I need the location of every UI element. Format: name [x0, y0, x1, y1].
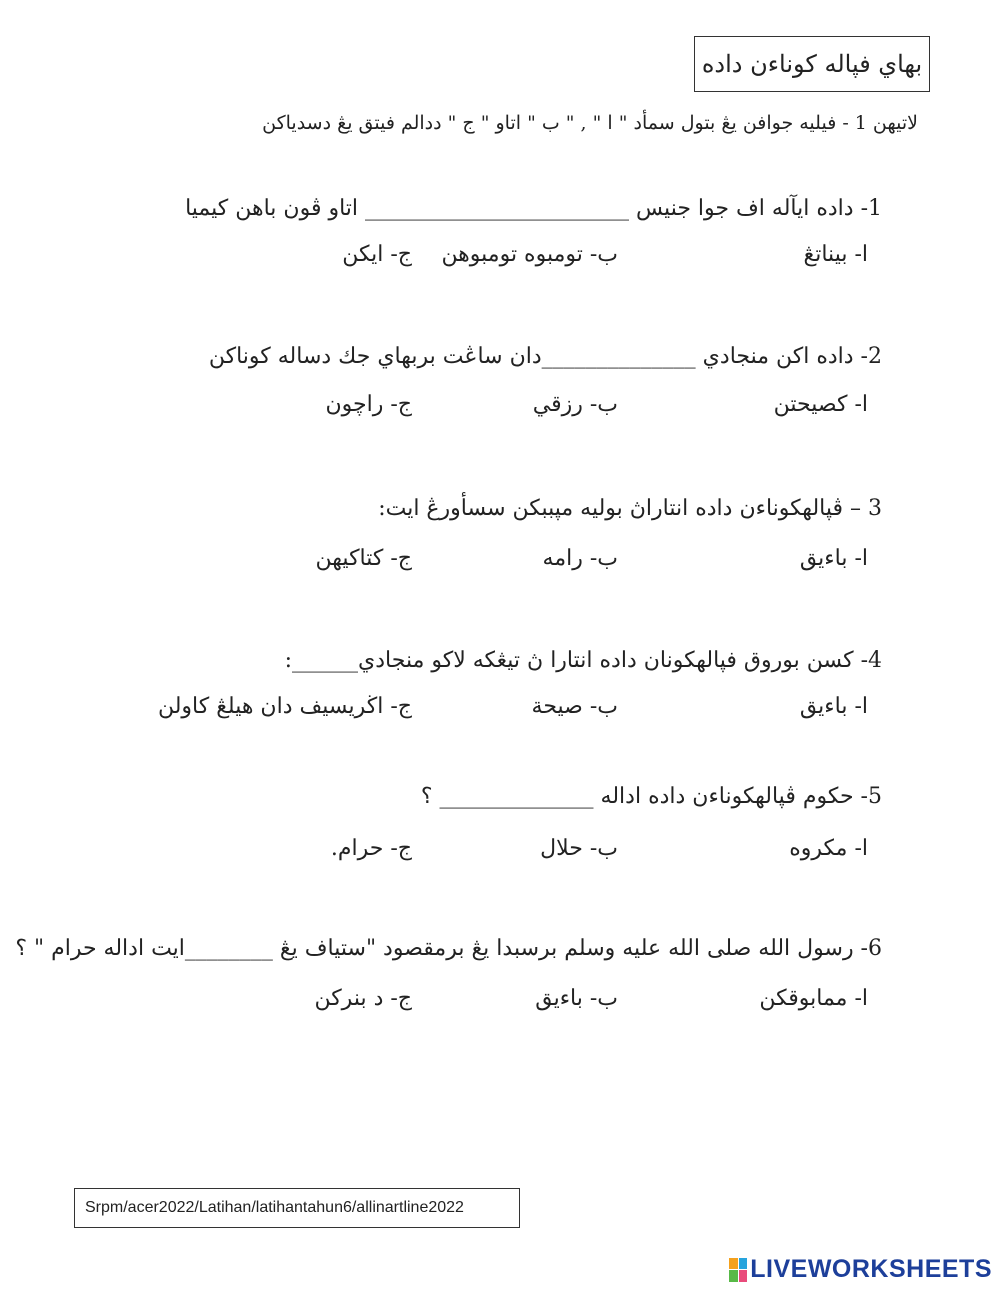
question-6-option-c[interactable]: ج- د بنركن	[314, 986, 412, 1011]
question-2-option-c[interactable]: ج- راچون	[325, 392, 412, 417]
liveworksheets-wordmark: LIVEWORKSHEETS	[750, 1255, 992, 1283]
question-6-option-a[interactable]: ا- ممابوقكن	[759, 986, 868, 1011]
logo-tile-4	[739, 1270, 748, 1282]
question-3-option-c[interactable]: ج- كتاكيهن	[315, 546, 412, 571]
worksheet-title: بهاي فپاله كوناءن داده	[694, 36, 930, 92]
question-4-option-a[interactable]: ا- باءيق	[799, 694, 868, 719]
liveworksheets-logo-icon	[729, 1258, 747, 1282]
question-1-option-b[interactable]: ب- تومبوه تومبوهن	[441, 242, 618, 267]
question-6: 6- رسول الله صلى الله عليه وسلم برسبدا يڠ برمقصود "ستياف يڠ ________ايت اداله حرام " ؟	[15, 936, 882, 961]
question-5-option-a[interactable]: ا- مكروه	[789, 836, 868, 861]
question-2-option-b[interactable]: ب- رزقي	[532, 392, 618, 417]
question-3-option-b[interactable]: ب- رامه	[542, 546, 618, 571]
question-1-option-c[interactable]: ج- ايكن	[342, 242, 412, 267]
question-4-option-b[interactable]: ب- صيحة	[531, 694, 618, 719]
liveworksheets-logo[interactable]	[729, 1255, 992, 1284]
question-5: 5- حكوم ڤپالهكوناءن داده اداله ______________ ؟	[420, 784, 882, 809]
question-6-option-b[interactable]: ب- باءيق	[535, 986, 618, 1011]
question-1-option-a[interactable]: ا- بيناتڠ	[803, 242, 868, 267]
instruction-text: لاتيهن 1 - فيليه جوافن يڠ بتول سمأد " ا " , " ب " اتاو " ج " ددالم فيتق يڠ دسدياكن	[262, 112, 918, 134]
question-2: 2- داده اكن منجادي ______________دان ساڠت بربهاي جك دساله كوناكن	[208, 344, 882, 369]
logo-tile-3	[729, 1270, 738, 1282]
logo-tile-2	[739, 1258, 748, 1270]
logo-tile-1	[729, 1258, 738, 1270]
question-5-option-c[interactable]: ج- حرام.	[330, 836, 412, 861]
question-2-option-a[interactable]: ا- كصيحتن	[773, 392, 868, 417]
question-3-option-a[interactable]: ا- باءيق	[799, 546, 868, 571]
question-1: 1- داده ايآله اف جوا جنيس ________________________ اتاو ڤون باهن كيميا	[185, 196, 882, 221]
footer-source-note: Srpm/acer2022/Latihan/latihantahun6/allinartline2022	[74, 1188, 520, 1228]
question-4: 4- كسن بوروق فپالهكونان داده انتارا ڽ تيڠكه لاكو منجادي______:	[284, 648, 882, 673]
question-3: 3 – ڤپالهكوناءن داده انتاراڽ بوليه مپببكن سسأورڠ ايت:	[378, 496, 882, 521]
question-4-option-c[interactable]: ج- اڬريسيف دان هيلڠ كاولن	[157, 694, 412, 719]
question-5-option-b[interactable]: ب- حلال	[540, 836, 618, 861]
